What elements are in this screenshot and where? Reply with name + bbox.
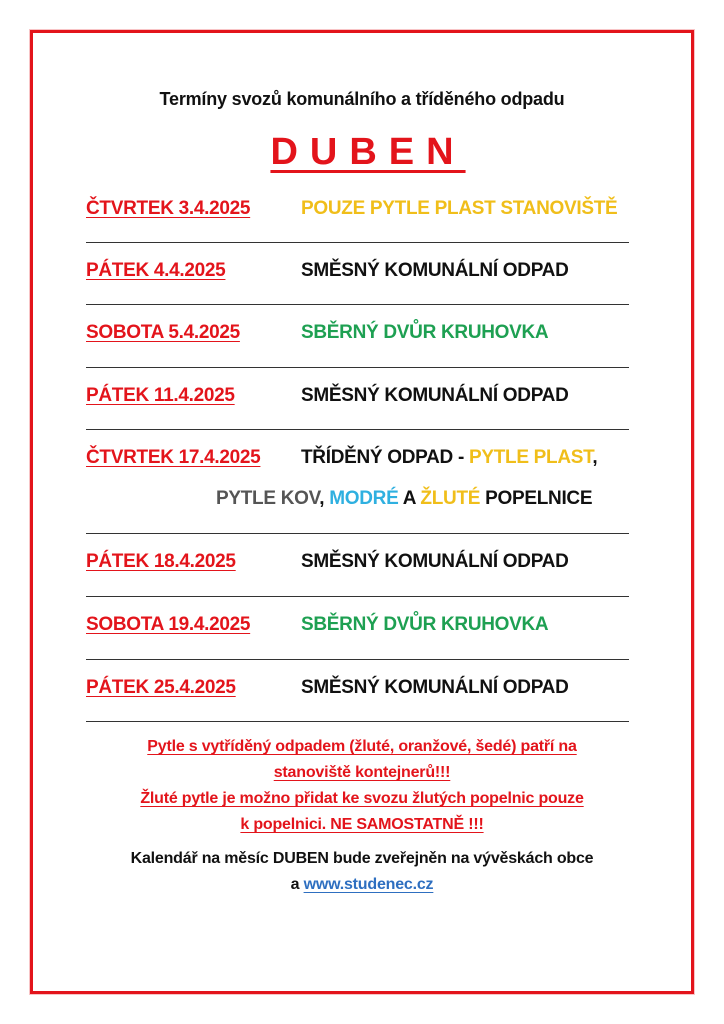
schedule-date: PÁTEK 18.4.2025 [86,551,236,572]
schedule-row-continuation [86,488,630,512]
notice-line: k popelnici. NE SAMOSTATNĚ !!! [240,816,484,833]
schedule-description: SBĚRNÝ DVŮR KRUHOVKA [301,322,549,343]
divider-line [86,429,629,430]
notice-line: stanoviště kontejnerů!!! [273,764,451,781]
divider-line [86,304,629,305]
schedule-row [86,677,630,701]
schedule-row [86,447,630,471]
schedule-description: SMĚSNÝ KOMUNÁLNÍ ODPAD [301,677,569,698]
schedule-description: POUZE PYTLE PLAST STANOVIŠTĚ [301,198,618,219]
month-label: DUBEN [270,131,466,173]
schedule-date: PÁTEK 11.4.2025 [86,385,235,406]
divider-line [86,242,629,243]
sorted-waste-label: TŘÍDĚNÝ ODPAD - [301,447,469,468]
blue-bins-label: MODRÉ [329,488,399,509]
schedule-date: SOBOTA 19.4.2025 [86,614,251,635]
footer-text: Kalendář na měsíc DUBEN bude zveřejněn na vývěskách obce [130,850,594,867]
comma: , [592,447,598,468]
footer-prefix: a [290,876,304,893]
yellow-bins-label: ŽLUTÉ [420,488,481,509]
website-link[interactable]: www.studenec.cz [303,876,434,893]
document-title: Termíny svozů komunálního a tříděného odpadu [159,89,565,109]
schedule-row [86,260,630,284]
notice-line: Pytle s vytříděný odpadem (žluté, oranžové, šedé) patří na [147,738,577,755]
schedule-row [86,322,630,346]
schedule-date: ČTVRTEK 17.4.2025 [86,447,261,468]
divider-line [86,596,629,597]
schedule-date: ČTVRTEK 3.4.2025 [86,198,251,219]
comma: , [319,488,330,509]
divider-line [86,721,629,722]
schedule-description [301,447,597,469]
schedule-description: SBĚRNÝ DVŮR KRUHOVKA [301,614,549,635]
divider-line [86,367,629,368]
schedule-description: SMĚSNÝ KOMUNÁLNÍ ODPAD [301,385,569,406]
divider-line [86,533,629,534]
schedule-row [86,385,630,409]
schedule-row [86,614,630,638]
conjunction: A [398,488,421,509]
schedule-description-line2 [216,488,592,510]
metal-bags-label: PYTLE KOV [216,488,320,509]
schedule-date: PÁTEK 25.4.2025 [86,677,236,698]
divider-line [86,659,629,660]
bins-label: POPELNICE [480,488,593,509]
month-heading [0,131,724,174]
footer-link-line [0,876,724,894]
schedule-row [86,551,630,575]
schedule-date: SOBOTA 5.4.2025 [86,322,240,343]
schedule-description: SMĚSNÝ KOMUNÁLNÍ ODPAD [301,260,569,281]
schedule-row [86,198,630,222]
notice-line: Žluté pytle je možno přidat ke svozu žlutých popelnic pouze [140,790,584,807]
schedule-date: PÁTEK 4.4.2025 [86,260,226,281]
schedule-description: SMĚSNÝ KOMUNÁLNÍ ODPAD [301,551,569,572]
plastic-bags-label: PYTLE PLAST [468,447,593,468]
